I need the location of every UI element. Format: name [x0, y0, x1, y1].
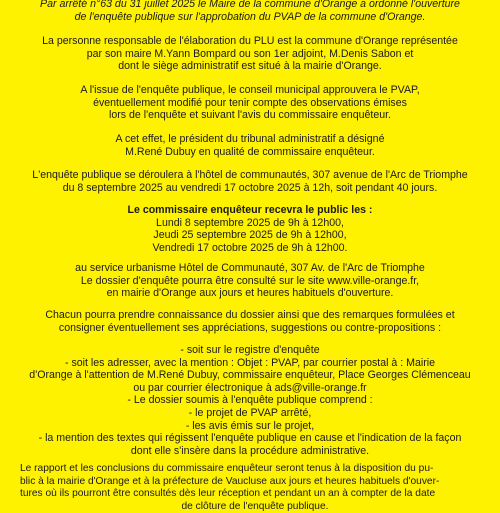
connaissance-line: Chacun pourra prendre connaissance du dossier ainsi que des remarques formulées et	[45, 309, 455, 321]
modalite-line: d'Orange à l'attention de M.René Dubuy, commissaire enquêteur, Place Georges Clémenceau	[29, 369, 471, 382]
responsable-line: dont le siège administratif est situé à la mairie d'Orange.	[118, 60, 382, 73]
modalite-line: - soit sur le registre d'enquête	[180, 344, 320, 356]
intro-paragraph	[0, 0, 500, 23]
modalite-line: ou par courrier électronique à ads@ville-orange.fr	[133, 381, 367, 394]
intro-line: de l'enquête publique sur l'approbation du PVAP de la commune d'Orange.	[74, 10, 426, 23]
designation-line: A cet effet, le président du tribunal administratif a désigné	[115, 133, 385, 145]
rapport-paragraph	[20, 463, 490, 513]
issue-line: éventuellement modifié pour tenir compte des observations émises	[93, 96, 407, 109]
modalites-list	[0, 344, 500, 457]
modalite-line: dont elle s'insère dans la procédure administrative.	[130, 444, 370, 457]
responsable-paragraph	[0, 35, 500, 73]
permanence-date: Lundi 8 septembre 2025 de 9h à 12h00,	[156, 216, 344, 229]
permanence-date: Vendredi 17 octobre 2025 de 9h à 12h00.	[152, 241, 348, 254]
modalite-line: - soit les adresser, avec la mention : Objet : PVAP, par courrier postal à : Mairie	[65, 356, 435, 369]
rapport-line: tures où ils pourront être consultés dès leur réception et pendant un an à compter de la date	[20, 488, 436, 500]
responsable-line: par son maire M.Yann Bompard ou son 1er adjoint, M.Denis Sabon et	[86, 47, 414, 60]
deroulement-line: L'enquête publique se déroulera à l'hôtel de communautés, 307 avenue de l'Arc de Triomphe	[32, 169, 468, 181]
rapport-line: de clôture de l'enquête publique.	[181, 500, 329, 512]
connaissance-line: consigner éventuellement ses appréciations, suggestions ou contre-propositions :	[58, 321, 442, 334]
permanences-heading: Le commissaire enquêteur recevra le public les :	[127, 204, 373, 216]
rapport-line: Le rapport et les conclusions du commissaire enquêteur seront tenus à la disposition du pu-	[20, 463, 434, 474]
designation-paragraph	[0, 133, 500, 158]
modalite-line: - les avis émis sur le projet,	[185, 419, 315, 432]
designation-line: M.René Dubuy en qualité de commissaire enquêteur.	[125, 145, 375, 158]
permanence-date: Jeudi 25 septembre 2025 de 9h à 12h00,	[153, 229, 347, 242]
deroulement-line: du 8 septembre 2025 au vendredi 17 octobre 2025 à 12h, soit pendant 40 jours.	[62, 181, 438, 194]
permanences-section	[0, 204, 500, 254]
issue-line: A l'issue de l'enquête publique, le conseil municipal approuvera le PVAP,	[80, 84, 420, 96]
intro-line: Par arrêté n°63 du 31 juillet 2025 le Maire de la commune d'Orange a ordonné l'ouverture	[40, 0, 460, 10]
modalite-line: - Le dossier soumis à l'enquête publique comprend :	[127, 394, 373, 407]
issue-paragraph	[0, 84, 500, 122]
responsable-line: La personne responsable de l'élaboration du PLU est la commune d'Orange représentée	[42, 35, 458, 47]
service-line: en mairie d'Orange aux jours et heures habituels d'ouverture.	[106, 287, 394, 300]
deroulement-paragraph	[0, 169, 500, 194]
service-line: Le dossier d'enquête pourra être consulté sur le site www.ville-orange.fr,	[80, 274, 420, 287]
modalite-line: - la mention des textes qui régissent l'enquête publique en cause et l'indication de la façon	[38, 432, 462, 445]
service-paragraph	[0, 262, 500, 300]
service-line: au service urbanisme Hôtel de Communauté, 307 Av. de l'Arc de Triomphe	[75, 262, 425, 274]
modalite-line: - le projet de PVAP arrêté,	[188, 406, 312, 419]
issue-line: lors de l'enquête et suivant l'avis du commissaire enquêteur.	[109, 109, 391, 122]
rapport-line: blic à la mairie d'Orange et à la préfecture de Vaucluse aux jours et heures habituels d'ouver-	[20, 475, 440, 487]
connaissance-paragraph	[0, 309, 500, 334]
